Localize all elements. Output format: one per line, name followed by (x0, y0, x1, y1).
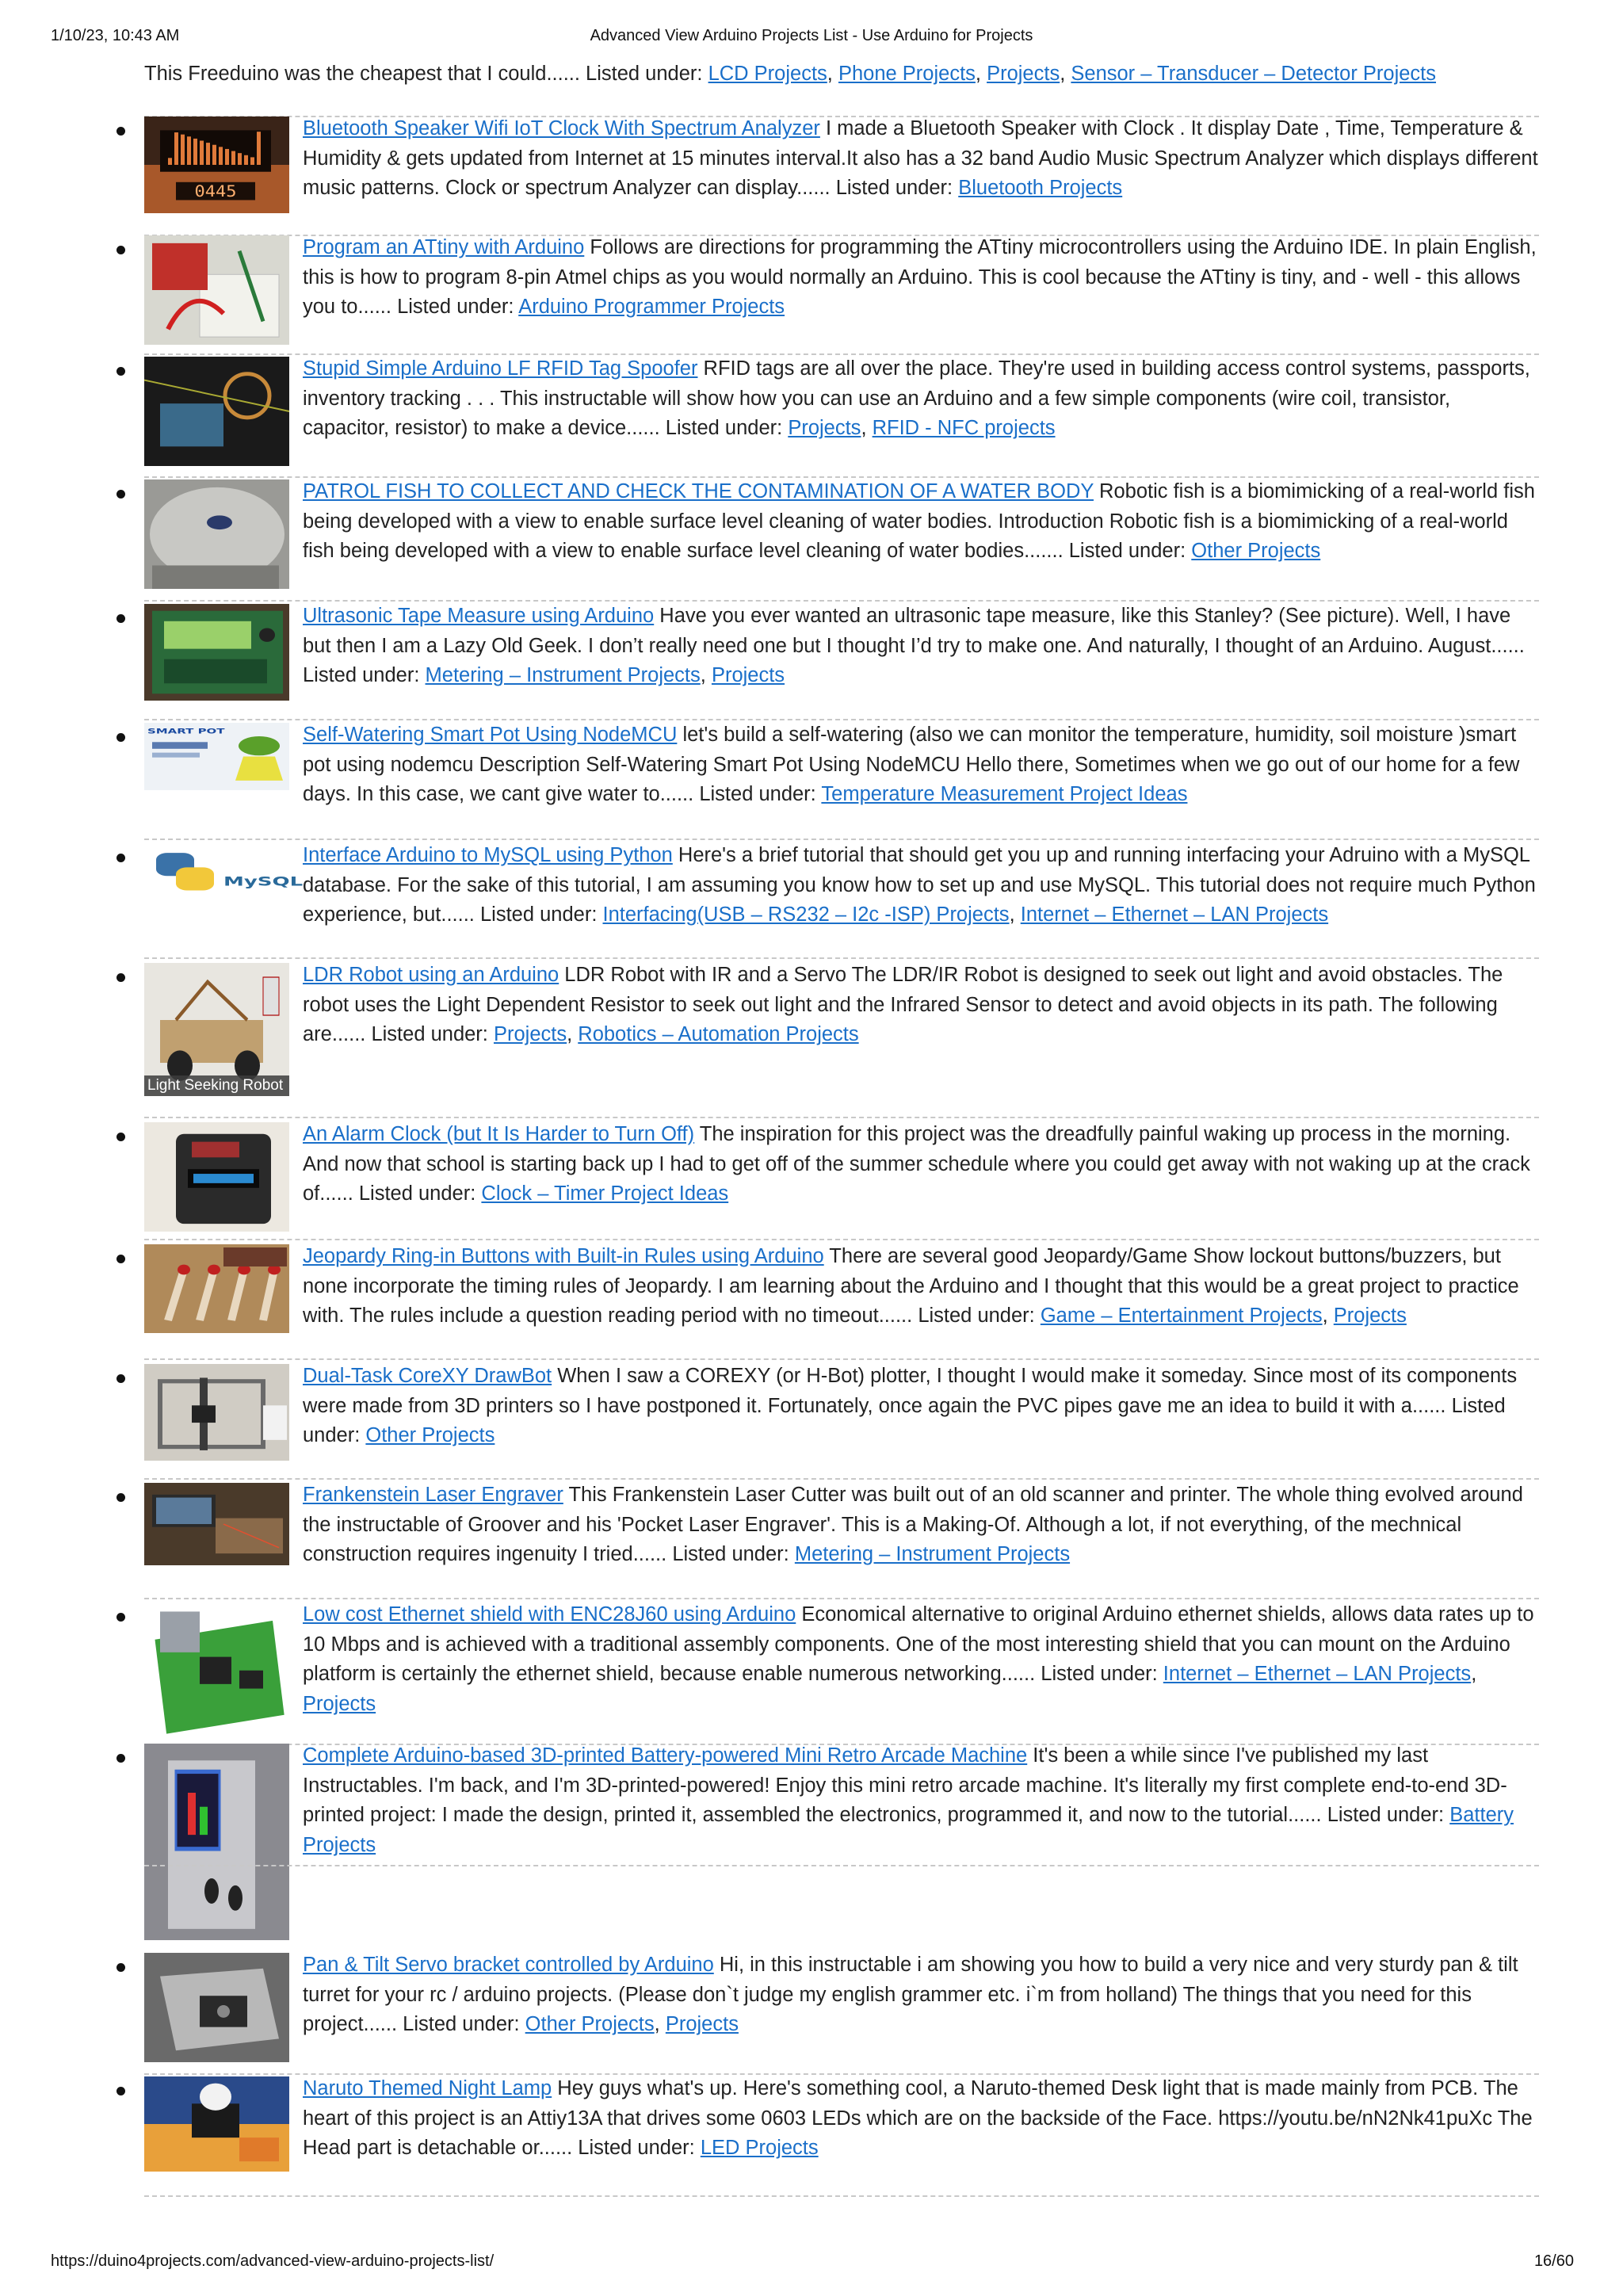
project-title-link[interactable]: An Alarm Clock (but It Is Harder to Turn Off) (303, 1123, 695, 1145)
listed-under-label: Listed under: (699, 783, 822, 805)
project-description: It's been a while since I've published my last Instructables. I'm back, and I'm 3D-printed-powered! Enjoy this mini retro arcade machine. It's literally my first complete end-to-end 3D-printed project: I made the design, printed it, assembled the electronics, programmed it, and now to the tutorial...... (303, 1744, 1507, 1826)
svg-text:MySQL: MySQL (223, 874, 304, 889)
project-entry-text (303, 1120, 1539, 1209)
bullet-icon (116, 1374, 125, 1383)
python-mysql-logo-icon[interactable] (144, 843, 304, 911)
project-description: Hey guys what's up. Here's something cool, a Naruto-themed Desk light that is made mainly from PCB. The heart of this project is an Attiy13A that drives some 0603 LEDs which are on the backside of the Face. https://youtu.be/nN2Nk41puXc The Head part is detachable or...... (303, 2077, 1533, 2159)
listed-under-label: Listed under: (403, 2013, 525, 2035)
project-description: RFID tags are all over the place. They're used in building access control systems, passports, inventory tracking . . . This instructable will show how you can use an Arduino and a few simple components (wire coil, transistor, capacitor, resistor) to make a device...... (303, 357, 1530, 439)
project-description: Economical alternative to original Arduino ethernet shields, allows data rates up to 10 Mbps and is achieved with a traditional assembly components. One of the most interesting shield that you can mount on the Arduino platform is certainly the ethernet shield, because enable numerous networking...... (303, 1603, 1534, 1685)
bullet-icon (116, 854, 125, 862)
project-description: I made a Bluetooth Speaker with Clock . It display Date , Time, Temperature & Humidity & gets updated from Internet at 15 minutes interval.It also has a 32 band Audio Music Spectrum Analyzer which displays different music patterns. Clock or spectrum Analyzer can display...... (303, 117, 1538, 199)
listed-under-label: Listed under: (1068, 540, 1192, 562)
category-link[interactable]: Projects (711, 664, 785, 686)
project-description: Here's a brief tutorial that should get you up and running interfacing your Adruino with a MySQL database. For the sake of this tutorial, I am assuming you know how to set up and use MySQL. This tutorial does not require much Python experience, but...... (303, 844, 1536, 926)
listed-under-label: Listed under: (397, 296, 519, 318)
category-link[interactable]: Other Projects (1191, 540, 1321, 562)
project-title-link[interactable]: PATROL FISH TO COLLECT AND CHECK THE CONTAMINATION OF A WATER BODY (303, 480, 1094, 502)
bullet-icon (116, 1963, 125, 1972)
project-description: When I saw a COREXY (or H-Bot) plotter, I thought I would make it someday. Since most of its components were made from 3D printers so I have postponed it. Fortunately, once again the PVC pipes gave me an idea to build it with a...... (303, 1365, 1518, 1417)
project-entry-text: Interface Arduino to MySQL using Python Here's a brief tutorial that should get you up and running interfacing your Adruino with a MySQL database. For the sake of this tutorial, I am assuming you know how to set up and use MySQL. This tutorial does not require much Python experience, but...... Listed under: Interfacing(USB – RS232 – I2c -ISP) Projects, Internet – Ethernet – LAN Projects (303, 844, 1536, 926)
bullet-icon (116, 1255, 125, 1263)
plotter-icon[interactable] (144, 1364, 289, 1461)
print-url: https://duino4projects.com/advanced-view-arduino-projects-list/ (51, 2252, 495, 2270)
item-divider (144, 1478, 1539, 1480)
bullet-icon (116, 2087, 125, 2095)
project-title-link[interactable]: Ultrasonic Tape Measure using Arduino (303, 605, 655, 627)
project-title-link[interactable]: Complete Arduino-based 3D-printed Battery-powered Mini Retro Arcade Machine (303, 1744, 1028, 1767)
project-description: Hi, in this instructable i am showing you how to build a very nice and very sturdy pan & tilt turret for your rc / arduino projects. (Please don`t judge my english grammer etc. i`m from holland) The things that you need for this project...... (303, 1954, 1518, 2035)
category-link[interactable]: Other Projects (365, 1424, 495, 1446)
category-link[interactable]: RFID - NFC projects (872, 417, 1056, 439)
project-entry-text: Pan & Tilt Servo bracket controlled by Arduino Hi, in this instructable i am showing you how to build a very nice and very sturdy pan & tilt turret for your rc / arduino projects. (Please don`t judge my english grammer etc. i`m from holland) The things that you need for this project...... Listed under: Other Projects, Projects (303, 1954, 1518, 2035)
arcade-machine-icon[interactable] (144, 1744, 289, 1940)
bullet-icon (116, 1133, 125, 1141)
print-footer (0, 2252, 1623, 2275)
category-link[interactable]: Projects (493, 1023, 567, 1045)
project-description: This Frankenstein Laser Cutter was built out of an old scanner and printer. The whole thing evolved around the instructable of Groover and his 'Pocket Laser Engraver'. This is a Making-Of. Although a lot, if not everything, of the mechnical construction requires ingenuity I tried...... (303, 1484, 1523, 1565)
listed-under-label: Listed under: (303, 664, 426, 686)
category-link[interactable]: Projects (665, 2013, 739, 2035)
project-title-link[interactable]: Jeopardy Ring-in Buttons with Built-in Rules using Arduino (303, 1245, 824, 1267)
buzzer-buttons-icon[interactable] (144, 1244, 289, 1333)
project-entry-text: LDR Robot using an Arduino LDR Robot with IR and a Servo The LDR/IR Robot is designed to seek out light and avoid obstacles. The robot uses the Light Dependent Resistor to seek out light and the Infrared Sensor to detect and avoid objects in its path. The following are...... Listed under: Projects, Robotics – Automation Projects (303, 964, 1503, 1045)
bullet-icon (116, 973, 125, 982)
svg-text:SMART POT: SMART POT (147, 726, 225, 735)
print-page-title: Advanced View Arduino Projects List - Use Arduino for Projects (590, 27, 1033, 44)
intro-category-link[interactable]: Phone Projects (838, 63, 976, 85)
project-entry-text (303, 233, 1539, 323)
project-entry-text (303, 1480, 1539, 1570)
category-link[interactable]: Metering – Instrument Projects (425, 664, 701, 686)
category-link[interactable]: Projects (1333, 1305, 1407, 1327)
listed-under-label: Listed under: (358, 1182, 482, 1205)
project-description: Have you ever wanted an ultrasonic tape measure, like this Stanley? (See picture). Well, I have but then I am a Lazy Old Geek. I don’t really need one but I thought I’d try to make one. And naturally, I thought of an Arduino. August...... (303, 605, 1525, 657)
listed-under-label: Listed under: (835, 177, 959, 199)
project-title-link[interactable]: Low cost Ethernet shield with ENC28J60 using Arduino (303, 1603, 796, 1626)
project-title-link[interactable]: Frankenstein Laser Engraver (303, 1484, 563, 1506)
alarm-clock-box-icon[interactable] (144, 1122, 289, 1232)
category-link[interactable]: Game – Entertainment Projects (1040, 1305, 1323, 1327)
intro-category-link[interactable]: Projects (987, 63, 1060, 85)
category-link[interactable]: LED Projects (700, 2137, 819, 2159)
category-link[interactable]: Projects (303, 1692, 376, 1715)
category-link[interactable]: Clock – Timer Project Ideas (481, 1182, 729, 1205)
category-link[interactable]: Bluetooth Projects (958, 177, 1123, 199)
item-divider (144, 2195, 1539, 2197)
listed-under-label: Listed under: (1041, 1663, 1163, 1685)
project-entry-text: Ultrasonic Tape Measure using Arduino Have you ever wanted an ultrasonic tape measure, like this Stanley? (See picture). Well, I have but then I am a Lazy Old Geek. I don’t really need one but I thought I’d try to make one. And naturally, I thought of an Arduino. August...... Listed under: Metering – Instrument Projects, Projects (303, 605, 1525, 686)
ethernet-shield-icon[interactable] (144, 1603, 289, 1729)
breadboard-icon[interactable] (144, 235, 289, 345)
listed-under-label: Listed under: (918, 1305, 1041, 1327)
bullet-icon (116, 614, 125, 623)
laser-engraver-icon[interactable] (144, 1483, 289, 1565)
night-lamp-icon[interactable] (144, 2076, 289, 2172)
listed-under-label: Listed under: (665, 417, 789, 439)
listed-under-label: Listed under: (303, 1394, 1506, 1446)
category-link[interactable]: Metering – Instrument Projects (794, 1543, 1071, 1565)
category-link[interactable]: Internet – Ethernet – LAN Projects (1163, 1663, 1472, 1685)
category-link[interactable]: Battery Projects (303, 1804, 1514, 1856)
category-link[interactable]: Other Projects (525, 2013, 655, 2035)
intro-snippet: This Freeduino was the cheapest that I could...... Listed under: (144, 63, 708, 85)
project-entry-text: Low cost Ethernet shield with ENC28J60 using Arduino Economical alternative to original Arduino ethernet shields, allows data rates up to 10 Mbps and is achieved with a traditional assembly components. One of the most interesting shield that you can mount on the Arduino platform is certainly the ethernet shield, because enable numerous networking...... Listed under: Internet – Ethernet – LAN Projects, Projects (303, 1603, 1534, 1715)
bullet-icon (116, 127, 125, 136)
project-title-link[interactable]: Bluetooth Speaker Wifi IoT Clock With Spectrum Analyzer (303, 117, 820, 139)
listed-under-label: Listed under: (578, 2137, 701, 2159)
item-divider (144, 1358, 1539, 1360)
svg-text:0445: 0445 (194, 182, 237, 201)
project-description: There are several good Jeopardy/Game Show lockout buttons/buzzers, but none incorporate the timing rules of Jeopardy. I am learning about the Arduino and I thought that this would be a great project to practice with. The rules include a question reading period with no timeout...... (303, 1245, 1519, 1327)
intro-category-link[interactable]: Sensor – Transducer – Detector Projects (1071, 63, 1437, 85)
project-title-link[interactable]: Pan & Tilt Servo bracket controlled by Arduino (303, 1954, 714, 1976)
bullet-icon (116, 1754, 125, 1763)
print-date: 1/10/23, 10:43 AM (51, 27, 180, 44)
category-link[interactable]: Arduino Programmer Projects (518, 296, 785, 318)
rfid-board-icon[interactable] (144, 357, 289, 466)
item-divider (144, 957, 1539, 959)
listed-under-label: Listed under: (479, 904, 603, 926)
project-title-link[interactable]: Program an ATtiny with Arduino (303, 236, 585, 258)
robot-car-icon[interactable] (144, 963, 289, 1096)
item-divider (144, 1598, 1539, 1599)
intro-text: This Freeduino was the cheapest that I could...... Listed under: LCD Projects, Phone Projects, Projects, Sensor – Transducer – Detector Projects (144, 63, 1437, 85)
listed-under-label: Listed under: (672, 1543, 795, 1565)
led-clock-icon[interactable] (144, 117, 289, 213)
project-title-link[interactable]: Interface Arduino to MySQL using Python (303, 844, 673, 866)
project-title-link[interactable]: Stupid Simple Arduino LF RFID Tag Spoofer (303, 357, 698, 380)
project-description: Robotic fish is a biomimicking of a real-world fish being developed with a view to enable surface level cleaning of water bodies. Introduction Robotic fish is a biomimicking of a real-world fish being developed with a view to enable surface level cleaning of water bodies....... (303, 480, 1535, 562)
project-entry-text: Jeopardy Ring-in Buttons with Built-in Rules using Arduino There are several good Jeopardy/Game Show lockout buttons/buzzers, but none incorporate the timing rules of Jeopardy. I am learning about the Arduino and I thought that this would be a great project to practice with. The rules include a question reading period with no timeout...... Listed under: Game – Entertainment Projects, Projects (303, 1245, 1519, 1327)
project-title-link[interactable]: LDR Robot using an Arduino (303, 964, 559, 986)
item-divider (144, 839, 1539, 840)
project-description: Follows are directions for programming the ATtiny microcontrollers using the Arduino IDE. In plain English, this is how to program 8-pin Atmel chips as you would normally an Arduino. This is cool because the ATtiny is tiny, and - well - this allows you to...... (303, 236, 1537, 318)
listed-under-label: Listed under: (371, 1023, 494, 1045)
project-entry-text (303, 720, 1539, 810)
project-entry-text (303, 477, 1539, 567)
project-title-link[interactable]: Dual-Task CoreXY DrawBot (303, 1365, 552, 1387)
project-entry-text (303, 114, 1539, 204)
project-description: The inspiration for this project was the dreadfully painful waking up process in the morning. And now that school is starting back up I had to get off of the summer schedule where you could get away with not waking up at the crack of...... (303, 1123, 1530, 1205)
thumbnail-caption: Light Seeking Robot (144, 1075, 289, 1096)
project-entry-text (303, 1741, 1539, 1860)
bullet-icon (116, 367, 125, 376)
intro-category-link[interactable]: LCD Projects (708, 63, 827, 85)
category-link[interactable]: Temperature Measurement Project Ideas (821, 783, 1188, 805)
bullet-icon (116, 490, 125, 499)
project-title-link[interactable]: Naruto Themed Night Lamp (303, 2077, 552, 2099)
item-divider (144, 1239, 1539, 1240)
project-entry-text (303, 2074, 1539, 2164)
bullet-icon (116, 1613, 125, 1622)
lcd-module-icon[interactable] (144, 604, 289, 701)
servo-bracket-icon[interactable] (144, 1953, 289, 2062)
category-link[interactable]: Robotics – Automation Projects (578, 1023, 859, 1045)
smart-pot-icon[interactable] (144, 723, 289, 790)
bullet-icon (116, 1493, 125, 1502)
project-entry-text: Stupid Simple Arduino LF RFID Tag Spoofer RFID tags are all over the place. They're used in building access control systems, passports, inventory tracking . . . This instructable will show how you can use an Arduino and a few simple components (wire coil, transistor, capacitor, resistor) to make a device...... Listed under: Projects, RFID - NFC projects (303, 357, 1530, 439)
item-divider (144, 1117, 1539, 1118)
category-link[interactable]: Internet – Ethernet – LAN Projects (1020, 904, 1329, 926)
project-description: let's build a self-watering (also we can monitor the temperature, humidity, soil moisture )smart pot using nodemcu Description Self-Watering Smart Pot Using NodeMCU Hello there, Sometimes when we go out of our home for a few days. In this case, we cant give water to...... (303, 724, 1520, 805)
project-description: LDR Robot with IR and a Servo The LDR/IR Robot is designed to seek out light and avoid obstacles. The robot uses the Light Dependent Resistor to seek out light and the Infrared Sensor to detect and avoid objects in its path. The following are...... (303, 964, 1503, 1045)
project-title-link[interactable]: Self-Watering Smart Pot Using NodeMCU (303, 724, 678, 746)
project-entry-text (303, 1362, 1539, 1451)
category-link[interactable]: Interfacing(USB – RS232 – I2c -ISP) Projects (602, 904, 1010, 926)
robot-fish-icon[interactable] (144, 479, 289, 589)
category-link[interactable]: Projects (788, 417, 861, 439)
bullet-icon (116, 733, 125, 742)
listed-under-label: Listed under: (1327, 1804, 1450, 1826)
print-page-number: 16/60 (1533, 2252, 1574, 2270)
bullet-icon (116, 246, 125, 254)
item-divider (144, 1865, 1539, 1866)
